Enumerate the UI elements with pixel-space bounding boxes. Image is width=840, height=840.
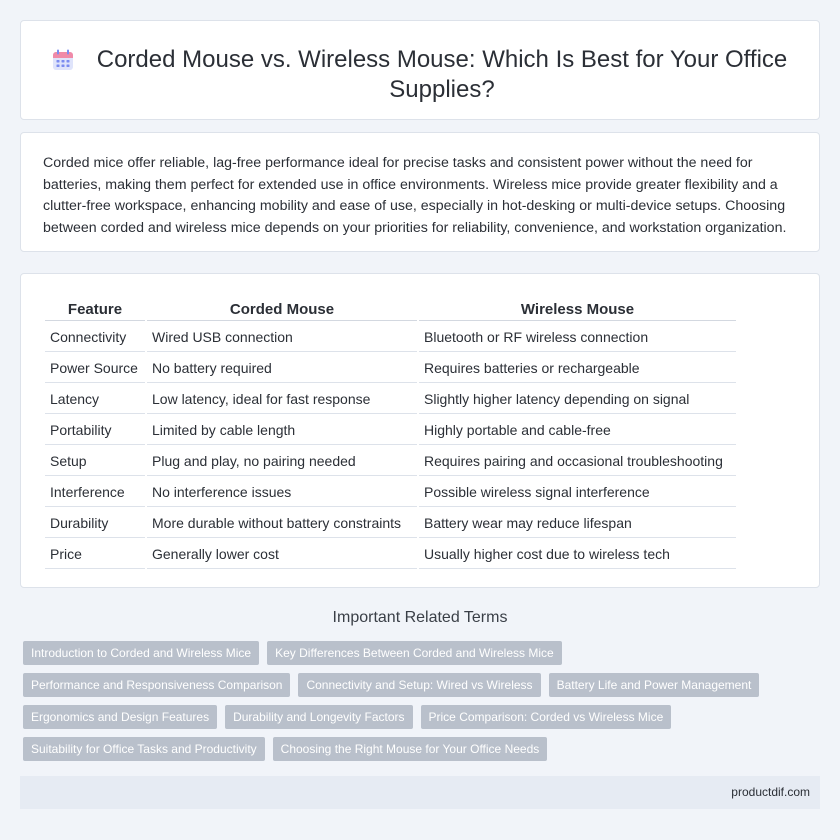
corded-cell: Generally lower cost xyxy=(147,540,417,569)
feature-cell: Power Source xyxy=(45,354,145,383)
wireless-cell: Bluetooth or RF wireless connection xyxy=(419,323,736,352)
header-wireless-mouse: Wireless Mouse xyxy=(419,296,736,321)
corded-cell: No interference issues xyxy=(147,478,417,507)
related-term-tag[interactable]: Choosing the Right Mouse for Your Office Needs xyxy=(273,737,548,761)
header-feature: Feature xyxy=(45,296,145,321)
corded-cell: Plug and play, no pairing needed xyxy=(147,447,417,476)
table-row xyxy=(45,323,736,352)
wireless-cell: Requires batteries or rechargeable xyxy=(419,354,736,383)
related-term-tag[interactable]: Suitability for Office Tasks and Productivity xyxy=(23,737,265,761)
related-term-tag[interactable]: Key Differences Between Corded and Wireless Mice xyxy=(267,641,562,665)
wireless-cell: Usually higher cost due to wireless tech xyxy=(419,540,736,569)
related-term-tag[interactable]: Price Comparison: Corded vs Wireless Mice xyxy=(421,705,672,729)
comparison-table xyxy=(43,294,738,571)
related-term-tag[interactable]: Performance and Responsiveness Comparison xyxy=(23,673,290,697)
corded-cell: Low latency, ideal for fast response xyxy=(147,385,417,414)
table-row xyxy=(45,509,736,538)
summary-card xyxy=(20,132,820,252)
feature-cell: Setup xyxy=(45,447,145,476)
corded-cell: Limited by cable length xyxy=(147,416,417,445)
corded-cell: Wired USB connection xyxy=(147,323,417,352)
wireless-cell: Battery wear may reduce lifespan xyxy=(419,509,736,538)
related-term-tag[interactable]: Battery Life and Power Management xyxy=(549,673,760,697)
table-header-row xyxy=(45,296,736,321)
table-row xyxy=(45,447,736,476)
comparison-table-card xyxy=(20,273,820,588)
related-terms-list xyxy=(23,641,823,761)
related-terms-title: Important Related Terms xyxy=(332,609,508,626)
related-term-tag[interactable]: Introduction to Corded and Wireless Mice xyxy=(23,641,259,665)
footer xyxy=(20,776,820,809)
header-card xyxy=(20,20,820,120)
feature-cell: Interference xyxy=(45,478,145,507)
wireless-cell: Possible wireless signal interference xyxy=(419,478,736,507)
feature-cell: Portability xyxy=(45,416,145,445)
summary-text: Corded mice offer reliable, lag-free performance ideal for precise tasks and consistent power without the need for batteries, making them perfect for extended use in office environments. Wireless mice provide greater flexibility and a clutter-free workspace, enhancing mobility and ease of use, especially in hot-desking or multi-device setups. Choosing between corded and wireless mice depends on your priorities for reliability, convenience, and workstation organization. xyxy=(43,155,787,236)
footer-site-link[interactable]: productdif.com xyxy=(731,785,810,799)
corded-cell: More durable without battery constraints xyxy=(147,509,417,538)
related-term-tag[interactable]: Connectivity and Setup: Wired vs Wireless xyxy=(298,673,540,697)
wireless-cell: Highly portable and cable-free xyxy=(419,416,736,445)
related-term-tag[interactable]: Durability and Longevity Factors xyxy=(225,705,412,729)
table-row xyxy=(45,540,736,569)
feature-cell: Price xyxy=(45,540,145,569)
header-corded-mouse: Corded Mouse xyxy=(147,296,417,321)
feature-cell: Latency xyxy=(45,385,145,414)
table-row xyxy=(45,354,736,383)
feature-cell: Connectivity xyxy=(45,323,145,352)
calendar-icon xyxy=(51,48,75,72)
wireless-cell: Slightly higher latency depending on signal xyxy=(419,385,736,414)
related-term-tag[interactable]: Ergonomics and Design Features xyxy=(23,705,217,729)
table-row xyxy=(45,385,736,414)
table-row xyxy=(45,416,736,445)
corded-cell: No battery required xyxy=(147,354,417,383)
table-row xyxy=(45,478,736,507)
page-title: Corded Mouse vs. Wireless Mouse: Which Is Best for Your Office Supplies? xyxy=(96,46,788,103)
wireless-cell: Requires pairing and occasional troubleshooting xyxy=(419,447,736,476)
feature-cell: Durability xyxy=(45,509,145,538)
